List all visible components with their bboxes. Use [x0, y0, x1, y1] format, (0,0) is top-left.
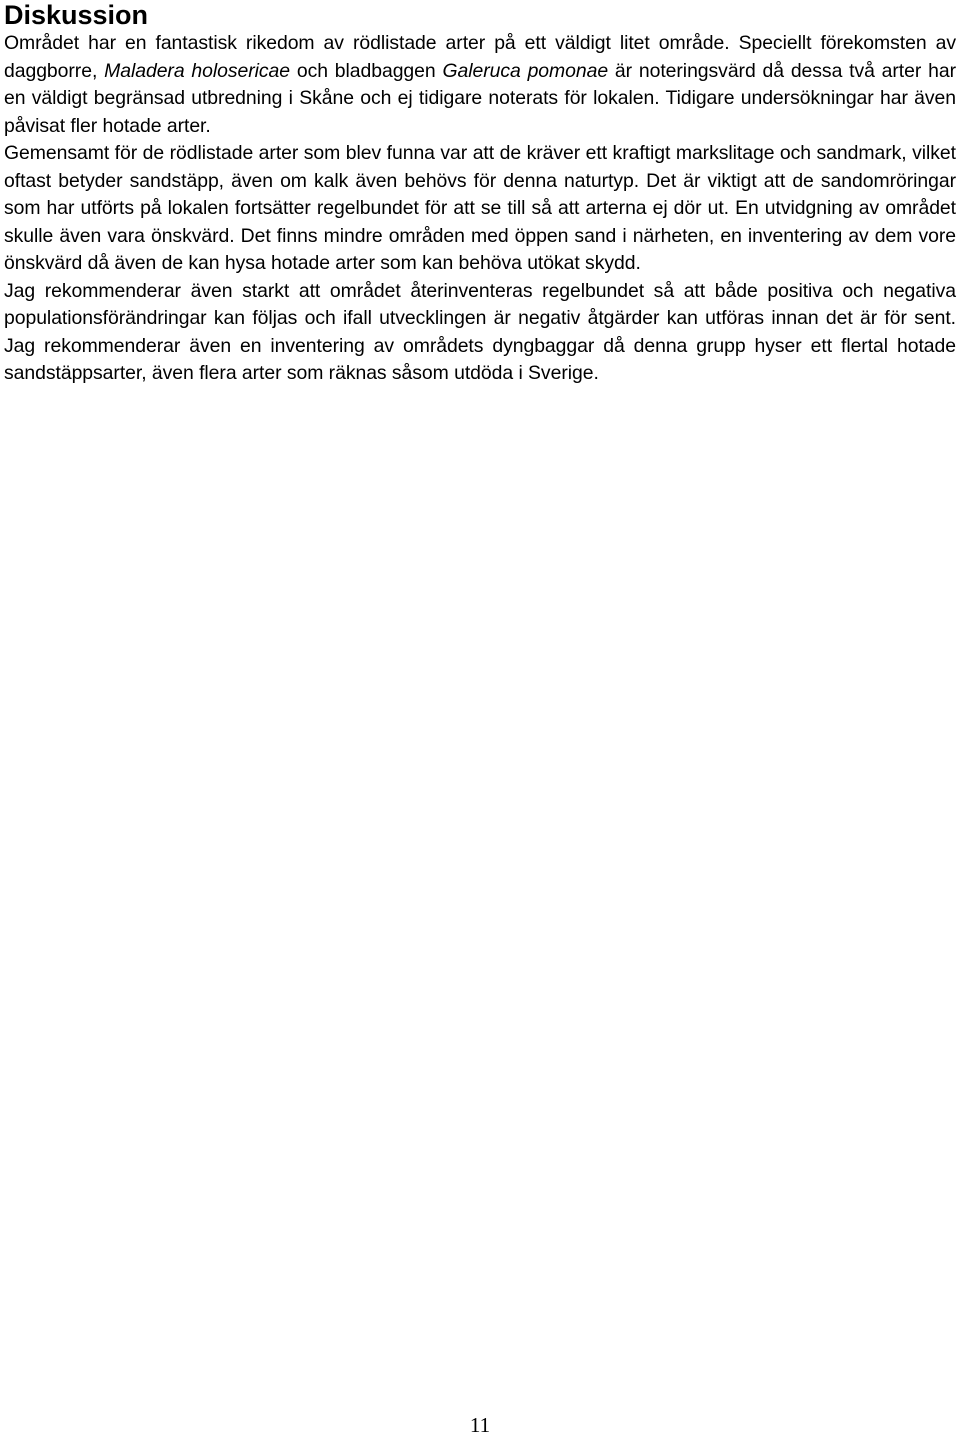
- paragraph-2: Gemensamt för de rödlistade arter som blev funna var att de kräver ett kraftigt markslitage och sandmark, vilket oftast betyder sandstäpp, även om kalk även behövs för denna naturtyp. Det är viktigt att de sandomröringar som har utförts på lokalen fortsätter regelbundet för att se till så att arterna ej dör ut. En utvidgning av området skulle även vara önskvärd. Det finns mindre områden med öppen sand i närheten, en inventering av dem vore önskvärd då även de kan hysa hotade arter som kan behöva utökat skydd.: [4, 142, 956, 274]
- section-heading: Diskussion: [4, 0, 149, 30]
- species-name-galeruca: Galeruca pomonae: [442, 59, 609, 82]
- paragraph-1: [4, 30, 956, 140]
- paragraph-3: Jag rekommenderar även starkt att området återinventeras regelbundet så att både positiva och negativa populationsförändringar kan följas och ifall utvecklingen är negativ åtgärder kan utföras innan det är för sent. Jag rekommenderar även en inventering av områdets dyngbaggar då denna grupp hyser ett flertal hotade sandstäppsarter, även flera arter som räknas såsom utdöda i Sverige.: [4, 279, 956, 384]
- species-name-maladera: Maladera holosericae: [104, 59, 291, 82]
- paragraph-1-text-c: är noteringsvärd då dessa två arter har en väldigt begränsad utbredning i Skåne och ej tidigare noterats för lokalen. Tidigare undersökningar har även påvisat fler hotade arter.: [4, 59, 956, 137]
- document-page: [4, 0, 956, 388]
- page-number: 11: [469, 1413, 491, 1437]
- paragraph-1-text-a: Området har en fantastisk rikedom av rödlistade arter på ett väldigt litet område. Speciellt förekomsten av daggborre,: [4, 32, 956, 82]
- paragraph-1-text-b: och bladbaggen: [290, 59, 443, 82]
